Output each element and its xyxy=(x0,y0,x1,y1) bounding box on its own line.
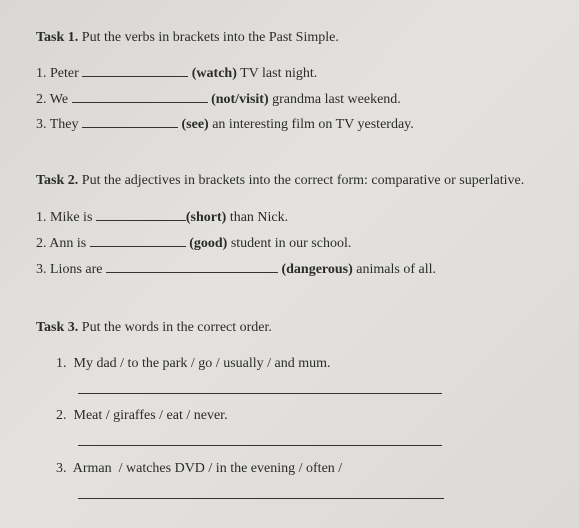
verb-in-brackets: (short) xyxy=(185,210,227,225)
answer-line[interactable] xyxy=(78,393,442,394)
task2-instruction: Put the adjectives in brackets into the correct form: comparative or superlative. xyxy=(81,173,525,188)
verb-in-brackets: (dangerous) xyxy=(281,262,353,277)
verb-in-brackets: (not/visit) xyxy=(211,92,269,107)
task3-item-3 xyxy=(56,461,342,477)
task2-label: Task 2. xyxy=(36,173,79,188)
verb-in-brackets: (see) xyxy=(181,117,209,132)
item-text-before: Lions are xyxy=(50,262,103,277)
task1-instruction: Put the verbs in brackets into the Past Simple. xyxy=(81,30,339,45)
verb-in-brackets: (good) xyxy=(189,236,228,251)
item-text-after: animals of all. xyxy=(356,262,436,277)
task2-item-2 xyxy=(36,234,351,252)
task2-item-1 xyxy=(36,208,288,226)
task3-title xyxy=(36,320,272,336)
answer-blank[interactable] xyxy=(82,64,188,77)
answer-blank[interactable] xyxy=(72,90,208,103)
item-number: 3. xyxy=(36,117,47,132)
task3-item-1 xyxy=(56,356,331,372)
item-text-after: student in our school. xyxy=(230,236,352,251)
item-text-before: We xyxy=(49,92,69,107)
task3-instruction: Put the words in the correct order. xyxy=(81,320,272,335)
item-number: 2. xyxy=(36,236,47,251)
answer-blank[interactable] xyxy=(90,234,186,247)
answer-blank[interactable] xyxy=(106,260,278,273)
item-text-after: an interesting film on TV yesterday. xyxy=(212,117,414,132)
item-text-after: than Nick. xyxy=(229,210,289,225)
task1-item-2 xyxy=(36,90,401,108)
item-text-before: Ann is xyxy=(49,236,87,251)
item-text-after: grandma last weekend. xyxy=(272,92,401,107)
task2-title xyxy=(36,173,524,189)
item-text-before: They xyxy=(49,117,79,132)
item-text: Meat / giraffes / eat / never. xyxy=(73,408,228,423)
verb-in-brackets: (watch) xyxy=(191,66,237,81)
item-text-before: Mike is xyxy=(50,210,93,225)
item-number: 3. xyxy=(36,262,47,277)
item-text: My dad / to the park / go / usually / and mum. xyxy=(73,356,331,371)
item-text: Arman / watches DVD / in the evening / often / xyxy=(72,461,343,476)
item-number: 1. xyxy=(36,66,47,81)
task1-title xyxy=(36,30,339,46)
item-text-after: TV last night. xyxy=(240,66,318,81)
task3-item-2 xyxy=(56,408,228,424)
item-number: 3. xyxy=(56,461,67,476)
answer-blank[interactable] xyxy=(82,115,178,128)
answer-blank[interactable] xyxy=(96,208,186,221)
task2-item-3 xyxy=(36,260,436,278)
answer-line[interactable] xyxy=(78,498,444,499)
answer-line[interactable] xyxy=(78,445,442,446)
item-number: 1. xyxy=(56,356,67,371)
item-number: 2. xyxy=(36,92,47,107)
task3-label: Task 3. xyxy=(36,320,79,335)
item-text-before: Peter xyxy=(50,66,79,81)
item-number: 2. xyxy=(56,408,67,423)
task1-item-3 xyxy=(36,115,414,133)
task1-label: Task 1. xyxy=(36,30,79,45)
task1-item-1 xyxy=(36,64,317,82)
item-number: 1. xyxy=(36,210,47,225)
